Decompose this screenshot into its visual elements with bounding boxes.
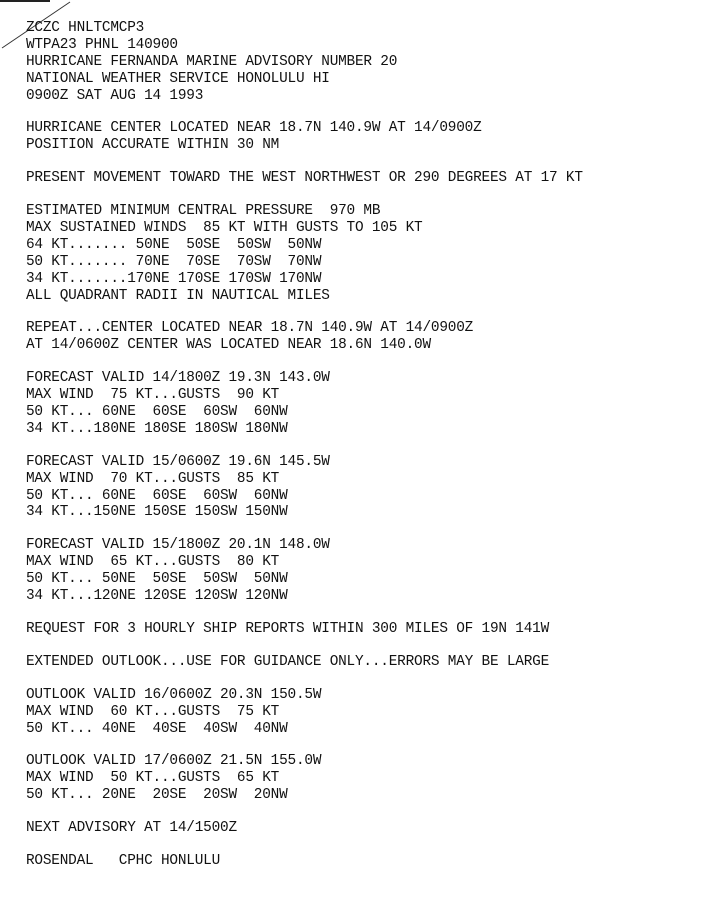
advisory-line: MAX WIND 65 KT...GUSTS 80 KT — [26, 554, 280, 571]
advisory-line: 34 KT...120NE 120SE 120SW 120NW — [26, 588, 288, 605]
advisory-line: ROSENDAL CPHC HONLULU — [26, 852, 221, 869]
advisory-line: EXTENDED OUTLOOK...USE FOR GUIDANCE ONLY...ERRORS MAY BE LARGE — [26, 653, 550, 670]
advisory-paragraph — [26, 753, 706, 804]
advisory-line: NATIONAL WEATHER SERVICE HONOLULU HI — [26, 70, 330, 87]
advisory-line: WTPA23 PHNL 140900 — [26, 36, 178, 53]
advisory-line: 34 KT.......170NE 170SE 170SW 170NW — [26, 270, 322, 287]
advisory-line: 34 KT...180NE 180SE 180SW 180NW — [26, 420, 288, 437]
advisory-paragraph — [26, 370, 706, 438]
advisory-line: ESTIMATED MINIMUM CENTRAL PRESSURE 970 MB — [26, 203, 381, 220]
advisory-line: REPEAT...CENTER LOCATED NEAR 18.7N 140.9W AT 14/0900Z — [26, 320, 474, 337]
advisory-line: 50 KT... 50NE 50SE 50SW 50NW — [26, 571, 288, 588]
advisory-line: OUTLOOK VALID 16/0600Z 20.3N 150.5W — [26, 686, 322, 703]
advisory-paragraph — [26, 820, 706, 837]
advisory-paragraph — [26, 120, 706, 154]
advisory-line: MAX WIND 75 KT...GUSTS 90 KT — [26, 387, 280, 404]
advisory-line: REQUEST FOR 3 HOURLY SHIP REPORTS WITHIN 300 MILES OF 19N 141W — [26, 620, 550, 637]
advisory-line: 50 KT... 40NE 40SE 40SW 40NW — [26, 720, 288, 737]
advisory-paragraph — [26, 20, 706, 104]
advisory-line: AT 14/0600Z CENTER WAS LOCATED NEAR 18.6N 140.0W — [26, 337, 431, 354]
advisory-line: MAX WIND 50 KT...GUSTS 65 KT — [26, 770, 280, 787]
advisory-line: 34 KT...150NE 150SE 150SW 150NW — [26, 504, 288, 521]
advisory-line: ZCZC HNLTCMCP3 — [26, 20, 145, 36]
advisory-paragraph — [26, 454, 706, 522]
advisory-paragraph — [26, 853, 706, 870]
advisory-line: FORECAST VALID 15/0600Z 19.6N 145.5W — [26, 453, 330, 470]
advisory-line: OUTLOOK VALID 17/0600Z 21.5N 155.0W — [26, 753, 322, 770]
advisory-line: 50 KT... 60NE 60SE 60SW 60NW — [26, 404, 288, 421]
advisory-line: FORECAST VALID 14/1800Z 19.3N 143.0W — [26, 370, 330, 387]
advisory-line: 64 KT....... 50NE 50SE 50SW 50NW — [26, 236, 322, 253]
advisory-line: MAX SUSTAINED WINDS 85 KT WITH GUSTS TO 105 KT — [26, 220, 423, 237]
advisory-line: POSITION ACCURATE WITHIN 30 NM — [26, 137, 280, 154]
advisory-line: 50 KT....... 70NE 70SE 70SW 70NW — [26, 253, 322, 270]
advisory-line: HURRICANE FERNANDA MARINE ADVISORY NUMBER 20 — [26, 53, 398, 70]
advisory-line: HURRICANE CENTER LOCATED NEAR 18.7N 140.9W AT 14/0900Z — [26, 120, 482, 137]
advisory-paragraph — [26, 621, 706, 638]
advisory-line: MAX WIND 70 KT...GUSTS 85 KT — [26, 470, 280, 487]
advisory-paragraph — [26, 320, 706, 354]
advisory-paragraph — [26, 654, 706, 671]
advisory-line: NEXT ADVISORY AT 14/1500Z — [26, 820, 237, 837]
advisory-line: MAX WIND 60 KT...GUSTS 75 KT — [26, 703, 280, 720]
advisory-line: 50 KT... 20NE 20SE 20SW 20NW — [26, 787, 288, 804]
advisory-paragraph — [26, 170, 706, 187]
advisory-paragraph — [26, 537, 706, 605]
advisory-document — [26, 20, 706, 886]
advisory-line: FORECAST VALID 15/1800Z 20.1N 148.0W — [26, 537, 330, 554]
advisory-paragraph — [26, 687, 706, 738]
advisory-line: ALL QUADRANT RADII IN NAUTICAL MILES — [26, 287, 330, 304]
advisory-line: PRESENT MOVEMENT TOWARD THE WEST NORTHWEST OR 290 DEGREES AT 17 KT — [26, 170, 583, 187]
advisory-line: 50 KT... 60NE 60SE 60SW 60NW — [26, 487, 288, 504]
advisory-paragraph — [26, 203, 706, 304]
advisory-line: 0900Z SAT AUG 14 1993 — [26, 87, 204, 104]
